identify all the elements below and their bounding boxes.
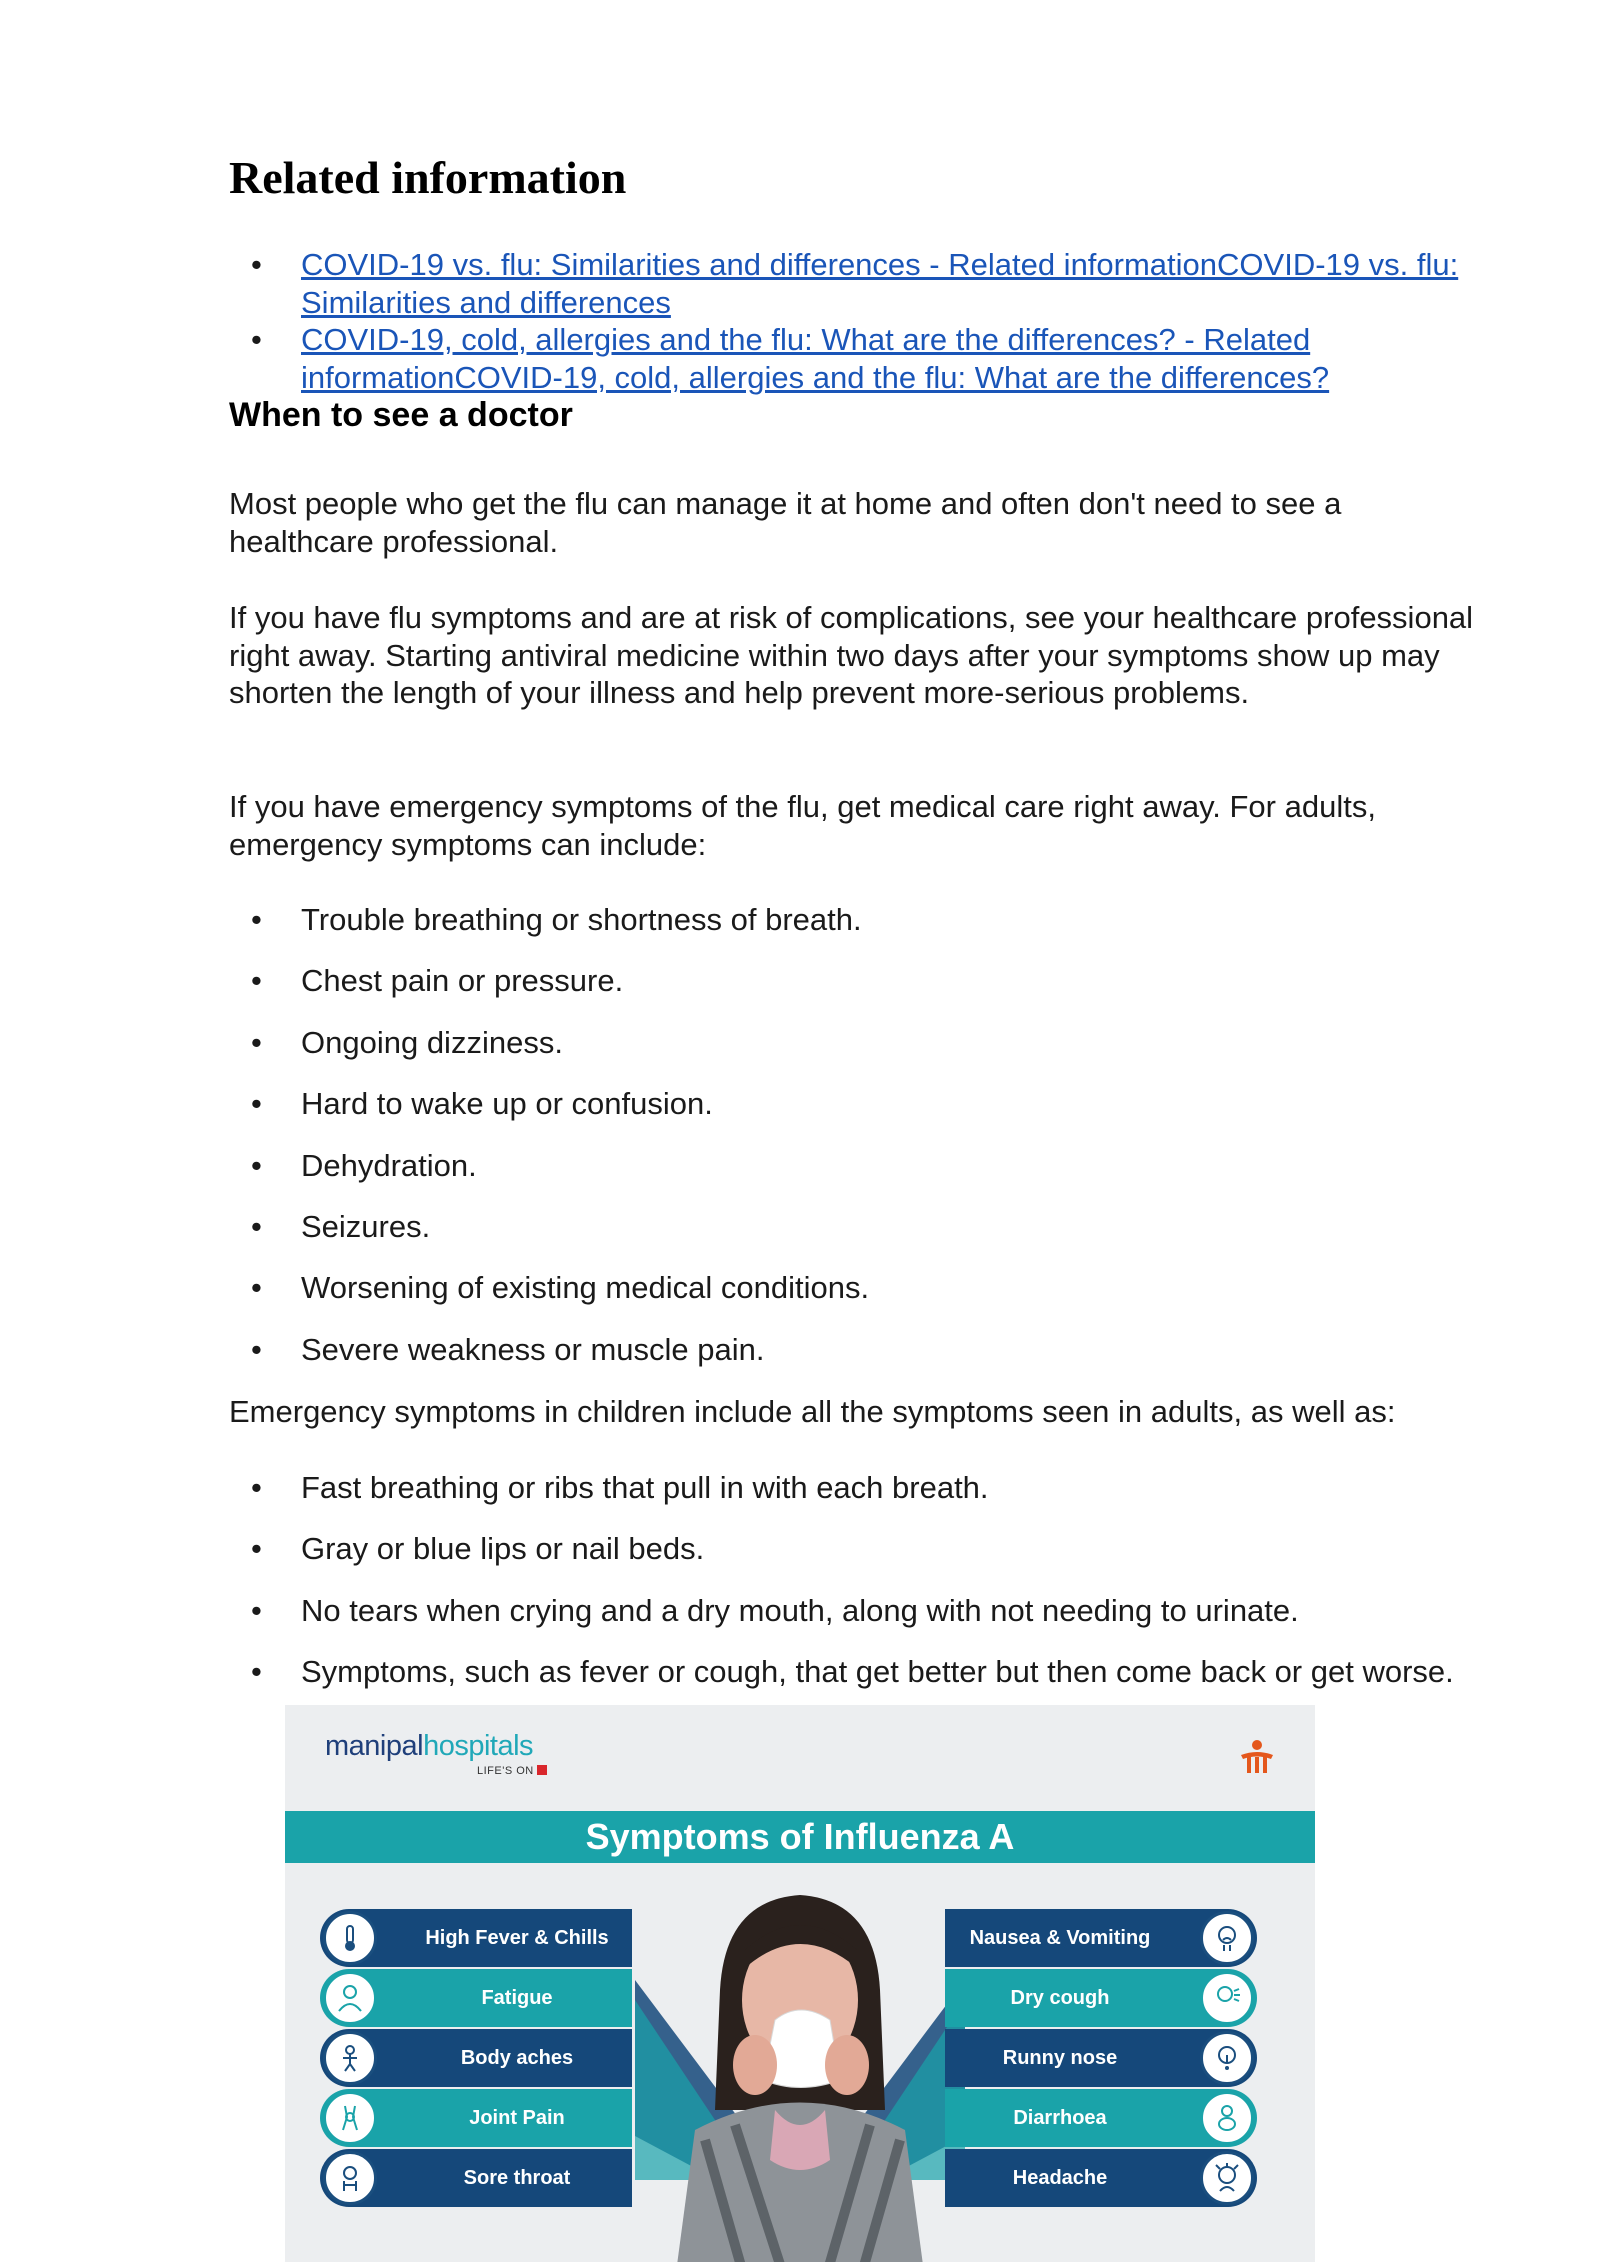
body-pain-icon (323, 2031, 377, 2085)
list-item (229, 246, 1479, 321)
symptom-joint-pain (320, 2089, 632, 2147)
list-item (229, 321, 1479, 396)
list-item: • Seizures. (229, 1208, 869, 1269)
symptom-label: Dry cough (1010, 1987, 1110, 2009)
symptom-label: Diarrhoea (1013, 2107, 1107, 2129)
symptom-label: Joint Pain (469, 2107, 565, 2129)
page-heading: Related information (229, 152, 627, 203)
list-item: • Hard to wake up or confusion. (229, 1085, 869, 1146)
logo-text-part1: manipal (325, 1730, 424, 1762)
related-link-covid-vs-flu[interactable]: COVID-19 vs. flu: Similarities and differences - Related informationCOVID-19 vs. flu: Similarities and differences (301, 247, 1459, 320)
list-item: • Chest pain or pressure. (229, 962, 869, 1023)
thermometer-icon (323, 1911, 377, 1965)
symptom-label: High Fever & Chills (425, 1927, 609, 1949)
headache-icon (1200, 2151, 1254, 2205)
list-item: • Symptoms, such as fever or cough, that get better but then come back or get worse. (229, 1653, 1454, 1703)
symptom-high-fever (320, 1909, 632, 1967)
symptom-label: Runny nose (1002, 2047, 1118, 2069)
list-item: • Trouble breathing or shortness of breath. (229, 901, 869, 962)
list-item: • No tears when crying and a dry mouth, along with not needing to urinate. (229, 1592, 1454, 1653)
brand-mark-icon (1237, 1737, 1277, 1777)
child-symptoms-list (229, 1469, 1454, 1703)
symptom-headache (945, 2149, 1257, 2207)
symptom-label: Fatigue (481, 1987, 553, 2009)
sneezing-person-illustration (635, 1880, 965, 2262)
list-item: • Severe weakness or muscle pain. (229, 1331, 869, 1392)
section-title: When to see a doctor (229, 396, 573, 434)
logo-tagline (477, 1765, 547, 1777)
cough-icon (1200, 1971, 1254, 2025)
symptom-nausea (945, 1909, 1257, 1967)
influenza-infographic (285, 1705, 1315, 2262)
paragraph: Emergency symptoms in children include all the symptoms seen in adults, as well as: (229, 1394, 1396, 1429)
tired-person-icon (323, 1971, 377, 2025)
adult-symptoms-list (229, 901, 869, 1392)
list-item: • Dehydration. (229, 1147, 869, 1208)
hospital-logo (325, 1730, 533, 1763)
joint-icon (323, 2091, 377, 2145)
symptom-body-aches (320, 2029, 632, 2087)
symptom-label: Body aches (460, 2047, 574, 2069)
list-item: • Gray or blue lips or nail beds. (229, 1530, 1454, 1591)
paragraph: If you have emergency symptoms of the flu, get medical care right away. For adults, emergency symptoms can include: (229, 789, 1376, 862)
symptom-sore-throat (320, 2149, 632, 2207)
symptom-label: Nausea & Vomiting (969, 1927, 1151, 1949)
list-item: • Ongoing dizziness. (229, 1024, 869, 1085)
related-links-list (229, 246, 1479, 396)
plus-badge-icon (537, 1765, 547, 1775)
paragraph: If you have flu symptoms and are at risk of complications, see your healthcare professional right away. Starting antiviral medicine within two days after your symptoms show up may shorten the length of your illness and help prevent more-serious problems. (229, 600, 1474, 710)
related-link-covid-cold-allergies[interactable]: COVID-19, cold, allergies and the flu: What are the differences? - Related informationCOVID-19, cold, allergies and the flu: What are the differences? (301, 322, 1330, 395)
infographic-title: Symptoms of Influenza A (285, 1811, 1315, 1863)
tagline-text: LIFE'S ON (477, 1765, 534, 1777)
symptom-label: Headache (1012, 2167, 1108, 2189)
list-item: • Fast breathing or ribs that pull in with each breath. (229, 1469, 1454, 1530)
nausea-icon (1200, 1911, 1254, 1965)
symptom-label: Sore throat (463, 2167, 571, 2189)
symptom-fatigue (320, 1969, 632, 2027)
symptom-dry-cough (945, 1969, 1257, 2027)
stomach-icon (1200, 2091, 1254, 2145)
list-item: • Worsening of existing medical conditions. (229, 1269, 869, 1330)
runny-nose-icon (1200, 2031, 1254, 2085)
logo-text-part2: hospitals (423, 1730, 534, 1762)
symptom-runny-nose (945, 2029, 1257, 2087)
symptom-diarrhoea (945, 2089, 1257, 2147)
throat-icon (323, 2151, 377, 2205)
paragraph: Most people who get the flu can manage it at home and often don't need to see a healthcare professional. (229, 486, 1342, 559)
